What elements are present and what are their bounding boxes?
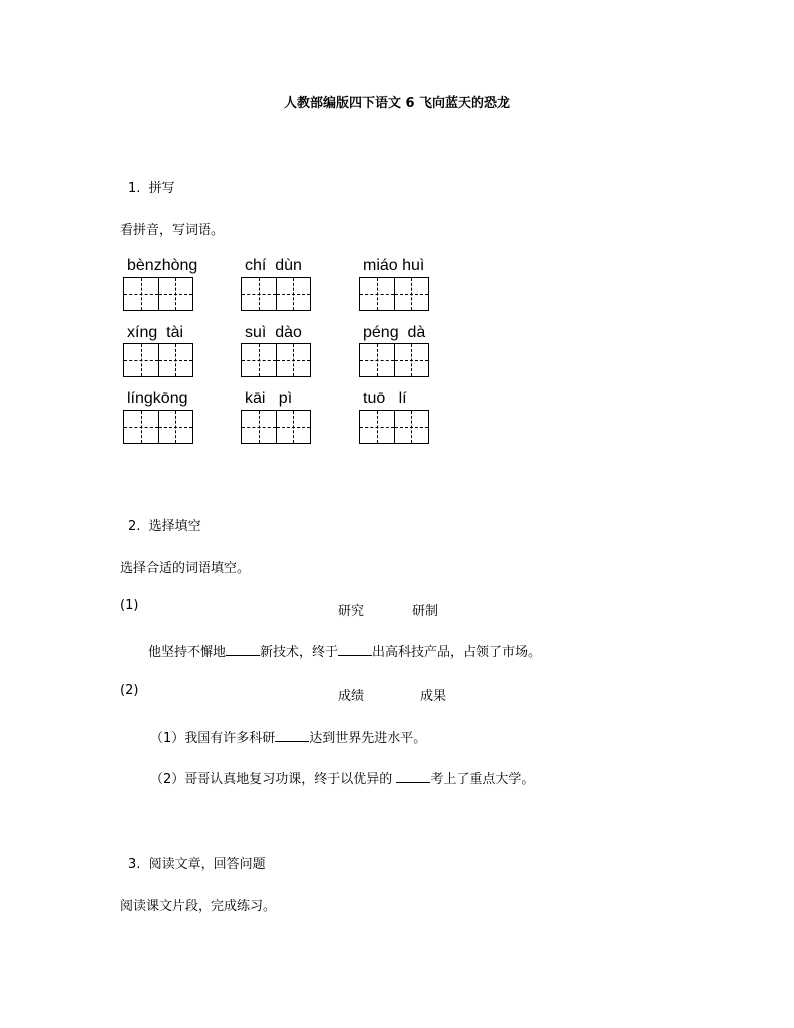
writing-box[interactable] [241,410,311,444]
q2-line-2 [150,768,534,787]
tian-zi-ge-cell[interactable] [395,411,429,443]
tian-zi-ge-cell[interactable] [277,411,311,443]
section-2-title: 选择填空 [148,519,201,534]
q2-blank-2[interactable] [396,771,430,783]
tian-zi-ge-cell[interactable] [242,278,277,310]
section-3-heading [128,853,266,872]
q1-sentence-part-a: 他坚持不懈地 [148,645,227,660]
q2-line-1-part-b: 达到世界先进水平。 [309,731,427,746]
tian-zi-ge-cell[interactable] [277,278,311,310]
tian-zi-ge-cell[interactable] [395,344,429,376]
q2-line-2-part-a: （2）哥哥认真地复习功课，终于以优异的 [150,772,397,787]
writing-box[interactable] [359,343,429,377]
q2-label: (2) [120,683,139,698]
writing-box[interactable] [123,277,193,311]
pinyin-label: xíng tài [127,324,184,341]
section-2-instruction: 选择合适的词语填空。 [120,561,251,576]
q1-sentence-part-b: 新技术，终于 [260,645,339,660]
section-1-number: 1. [128,181,141,196]
writing-box[interactable] [123,410,193,444]
tian-zi-ge-cell[interactable] [242,411,277,443]
q2-line-1 [150,727,426,746]
pinyin-label: tuō lí [363,390,407,407]
pinyin-label: miáo huì [363,257,425,274]
tian-zi-ge-cell[interactable] [159,344,193,376]
section-3-number: 3. [128,857,141,872]
q1-option-2: 研制 [412,604,439,619]
q1-label: (1) [120,598,139,613]
pinyin-label: chí dùn [245,257,302,274]
writing-box[interactable] [241,343,311,377]
tian-zi-ge-cell[interactable] [360,411,395,443]
page-title: 人教部编版四下语文 6 飞向蓝天的恐龙 [283,96,511,111]
tian-zi-ge-cell[interactable] [124,278,159,310]
q2-blank-1[interactable] [275,730,309,742]
q2-option-1: 成绩 [338,689,365,704]
q1-option-1: 研究 [338,604,365,619]
section-2-number: 2. [128,519,141,534]
pinyin-label: suì dào [245,324,302,341]
section-1-heading [128,177,175,196]
tian-zi-ge-cell[interactable] [124,344,159,376]
q1-sentence-part-c: 出高科技产品，占领了市场。 [372,645,542,660]
section-1-title: 拼写 [148,181,175,196]
tian-zi-ge-cell[interactable] [159,278,193,310]
tian-zi-ge-cell[interactable] [242,344,277,376]
writing-box[interactable] [359,277,429,311]
q1-sentence [148,641,541,660]
q1-blank-2[interactable] [338,644,372,656]
section-2-heading [128,515,201,534]
q2-line-1-part-a: （1）我国有许多科研 [150,731,276,746]
writing-box[interactable] [359,410,429,444]
tian-zi-ge-cell[interactable] [124,411,159,443]
tian-zi-ge-cell[interactable] [360,344,395,376]
section-3-instruction: 阅读课文片段，完成练习。 [120,899,277,914]
tian-zi-ge-cell[interactable] [277,344,311,376]
pinyin-label: bènzhòng [127,257,198,274]
q2-option-2: 成果 [420,689,447,704]
pinyin-label: língkōng [127,390,188,407]
pinyin-label: péng dà [363,324,426,341]
writing-box[interactable] [123,343,193,377]
section-1-instruction: 看拼音，写词语。 [120,223,225,238]
tian-zi-ge-cell[interactable] [159,411,193,443]
writing-box[interactable] [241,277,311,311]
tian-zi-ge-cell[interactable] [360,278,395,310]
q2-line-2-part-b: 考上了重点大学。 [430,772,535,787]
q1-blank-1[interactable] [226,644,260,656]
tian-zi-ge-cell[interactable] [395,278,429,310]
section-3-title: 阅读文章，回答问题 [148,857,266,872]
pinyin-label: kāi pì [245,390,293,407]
